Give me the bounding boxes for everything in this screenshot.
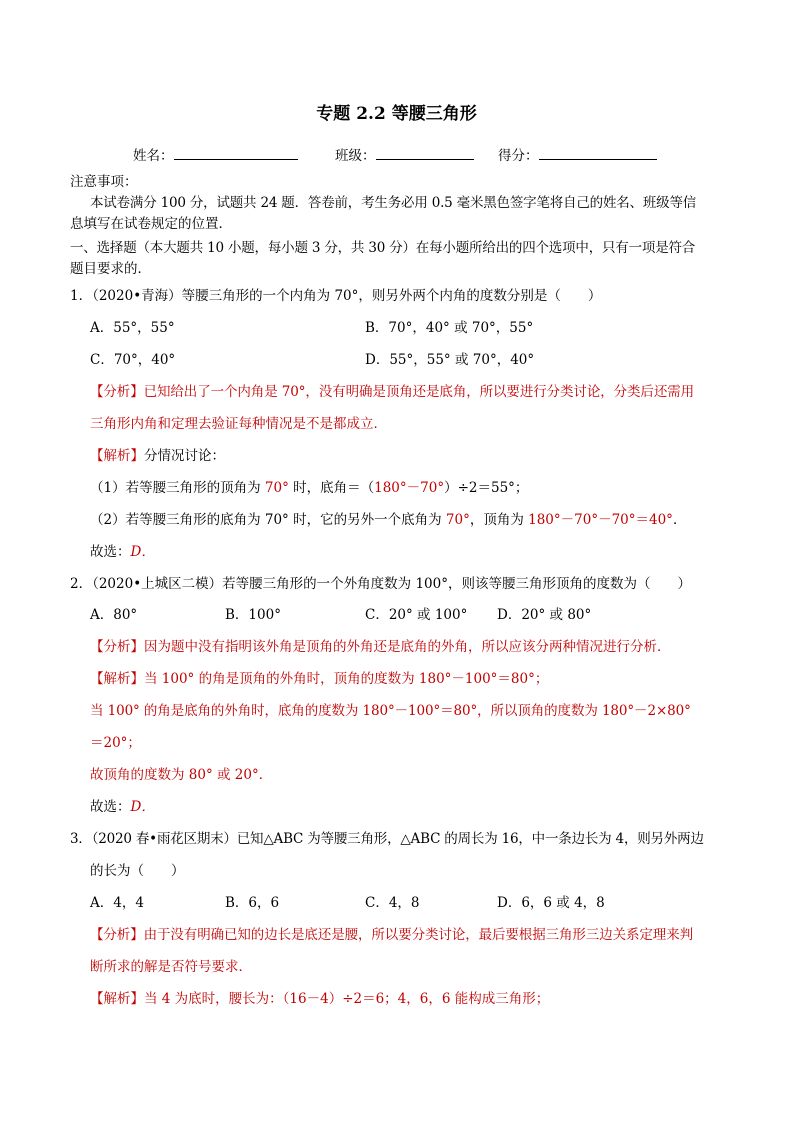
section-heading: 一、选择题（本大题共 10 小题，每小题 3 分，共 30 分）在每小题所给出的四个选项中，只有一项是符合 [70, 240, 696, 256]
notice-heading: 注意事项： [70, 174, 138, 190]
analysis-tag: 【分析】 [90, 639, 144, 655]
q1-option-d: D．55°，55° 或 70°，40° [365, 352, 535, 368]
q2-solution-line: 当 100° 的角是底角的外角时，底角的度数为 180°－100°＝80°，所以顶角的度数为 180°－2×80° [90, 703, 691, 719]
section-heading: 题目要求的． [70, 261, 151, 277]
q2-solution-line: 故顶角的度数为 80° 或 20°． [90, 767, 273, 783]
notice-line: 本试卷满分 100 分，试题共 24 题．答卷前，考生务必用 0.5 毫米黑色签字笔将自己的姓名、班级等信 [90, 195, 697, 211]
name-field [133, 145, 298, 166]
q1-solution: 【解析】分情况讨论： [90, 448, 225, 464]
q1-option-b: B．70°，40° 或 70°，55° [365, 320, 534, 336]
class-field [335, 145, 474, 166]
q3-option-b: B．6，6 [225, 895, 280, 911]
q3-option-d: D．6，6 或 4，8 [497, 895, 605, 911]
q2-answer: 故选：D． [90, 799, 155, 815]
solution-tag: 【解析】 [90, 448, 144, 464]
q1-answer: 故选：D． [90, 544, 155, 560]
q2-option-c: C．20° 或 100° [365, 607, 468, 623]
q3-stem-cont: 的长为（ ） [90, 863, 185, 879]
q2-option-a: A．80° [90, 607, 138, 623]
q2-analysis: 【分析】因为题中没有指明该外角是顶角的外角还是底角的外角，所以应该分两种情况进行分析． [90, 639, 671, 655]
q1-analysis: 【分析】已知给出了一个内角是 70°，没有明确是顶角还是底角，所以要进行分类讨论，分类后还需用 [90, 384, 695, 400]
score-field [498, 145, 657, 166]
q2-solution: 【解析】当 100° 的角是顶角的外角时，顶角的度数为 180°－100°＝80°； [90, 671, 549, 687]
class-blank[interactable] [376, 145, 474, 160]
q1-analysis-cont: 三角形内角和定理去验证每种情况是不是都成立． [90, 416, 387, 432]
q1-case1: （1）若等腰三角形的顶角为 70° 时，底角＝（180°－70°）÷2＝55°； [90, 480, 529, 496]
q2-stem: 2．（2020•上城区二模）若等腰三角形的一个外角度数为 100°，则该等腰三角形顶角的度数为（ ） [70, 576, 691, 592]
analysis-tag: 【分析】 [90, 927, 144, 943]
analysis-tag: 【分析】 [90, 384, 144, 400]
score-label: 得分： [498, 148, 539, 164]
q1-stem: 1．（2020•青海）等腰三角形的一个内角为 70°，则另外两个内角的度数分别是（ ） [70, 288, 602, 304]
page-title: 专题 2.2 等腰三角形 [316, 104, 477, 124]
class-label: 班级： [335, 148, 376, 164]
q1-option-a: A．55°，55° [90, 320, 175, 336]
q2-option-b: B．100° [225, 607, 281, 623]
q1-option-c: C．70°，40° [90, 352, 176, 368]
q3-option-c: C．4，8 [365, 895, 420, 911]
q3-analysis: 【分析】由于没有明确已知的边长是底还是腰，所以要分类讨论，最后要根据三角形三边关系定理来判 [90, 927, 694, 943]
q1-case2: （2）若等腰三角形的底角为 70° 时，它的另外一个底角为 70°，顶角为 180°－70°－70°＝40°． [90, 512, 687, 528]
score-blank[interactable] [539, 145, 657, 160]
q3-option-a: A．4，4 [90, 895, 144, 911]
q3-solution: 【解析】当 4 为底时，腰长为：（16－4）÷2＝6；4，6，6 能构成三角形； [90, 991, 550, 1007]
name-label: 姓名： [133, 148, 174, 164]
q2-option-d: D．20° 或 80° [497, 607, 592, 623]
solution-tag: 【解析】 [90, 991, 144, 1007]
q2-solution-line: ＝20°； [90, 735, 141, 751]
name-blank[interactable] [174, 145, 298, 160]
q3-stem: 3．（2020 春•雨花区期末）已知△ABC 为等腰三角形，△ABC 的周长为 16，中一条边长为 4，则另外两边 [70, 831, 704, 847]
notice-line: 息填写在试卷规定的位置． [70, 216, 232, 232]
solution-tag: 【解析】 [90, 671, 144, 687]
q3-analysis-cont: 断所求的解是否符号要求． [90, 959, 252, 975]
